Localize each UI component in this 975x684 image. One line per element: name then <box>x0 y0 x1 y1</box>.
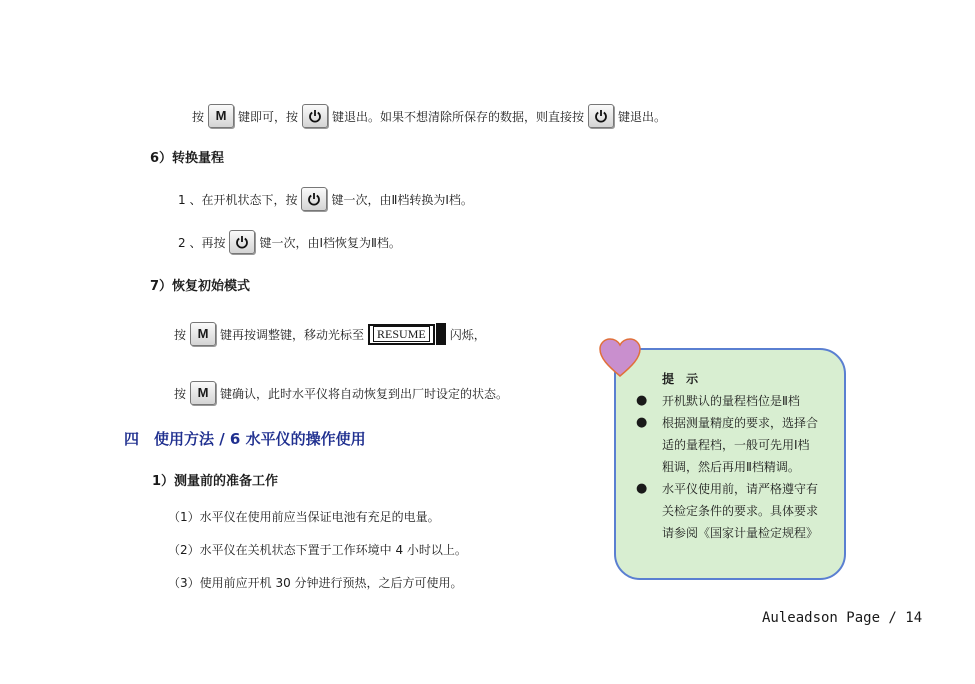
tip-list <box>636 390 842 544</box>
tip-item <box>636 390 842 412</box>
power-icon <box>235 235 249 249</box>
text: 键再按调整键，移动光标至 <box>220 327 365 342</box>
text: 键一次，由Ⅱ档转换为Ⅰ档。 <box>331 192 473 207</box>
resume-label: RESUME <box>373 326 430 342</box>
bullet-icon: ● <box>636 393 648 408</box>
prep-item: （1）水平仪在使用前应当保证电池有充足的电量。 <box>168 510 440 524</box>
power-icon <box>307 192 321 206</box>
text: 按 <box>174 327 187 342</box>
page-footer: Auleadson Page / 14 <box>762 610 923 626</box>
text: 闪烁， <box>449 327 486 342</box>
prep-item: （2）水平仪在关机状态下置于工作环境中 4 小时以上。 <box>168 543 467 557</box>
tip-text: 水平仪使用前，请严格遵守有 <box>662 482 819 496</box>
bullet-icon: ● <box>636 481 648 496</box>
m-key: M <box>190 381 216 405</box>
tip-text: 根据测量精度的要求，选择合 <box>662 416 819 430</box>
text: 键退出。 <box>618 109 667 124</box>
restore-step-1 <box>174 322 486 346</box>
text: 1 、在开机状态下，按 <box>178 192 298 207</box>
text: 2 、再按 <box>178 235 226 250</box>
power-key <box>229 230 255 254</box>
text: 键即可，按 <box>238 109 299 124</box>
power-icon <box>594 109 608 123</box>
heading-switch-range: 6）转换量程 <box>150 151 225 166</box>
m-key: M <box>208 104 234 128</box>
text: 键退出。如果不想清除所保存的数据，则直接按 <box>332 109 585 124</box>
prep-item: （3）使用前应开机 30 分钟进行预热，之后方可使用。 <box>168 576 463 590</box>
switch-range-step-1 <box>178 187 473 211</box>
text: 键确认，此时水平仪将自动恢复到出厂时设定的状态。 <box>220 386 509 401</box>
tip-box <box>614 348 846 580</box>
instruction-exit-line <box>192 104 666 128</box>
heart-icon <box>598 338 642 378</box>
heading-preparation: 1）测量前的准备工作 <box>152 474 279 489</box>
power-key <box>588 104 614 128</box>
power-key <box>301 187 327 211</box>
text: 键一次，由Ⅰ档恢复为Ⅱ档。 <box>259 235 401 250</box>
m-key: M <box>190 322 216 346</box>
tip-text: 适的量程档，一般可先用Ⅰ档 <box>662 438 810 452</box>
tip-text: 请参阅《国家计量检定规程》 <box>662 526 819 540</box>
tip-item-cont <box>636 434 842 456</box>
tip-text: 粗调，然后再用Ⅱ档精调。 <box>662 460 800 474</box>
tip-item-cont <box>636 500 842 522</box>
text: 按 <box>192 109 205 124</box>
resume-display <box>368 323 446 345</box>
tip-item <box>636 478 842 500</box>
tip-item-cont <box>636 522 842 544</box>
tip-item-cont <box>636 456 842 478</box>
tip-text: 关检定条件的要求。具体要求 <box>662 504 819 518</box>
tip-item <box>636 412 842 434</box>
power-icon <box>308 109 322 123</box>
switch-range-step-2 <box>178 230 401 254</box>
section-title: 四 使用方法 / 6 水平仪的操作使用 <box>124 430 366 448</box>
heading-restore-initial-mode: 7）恢复初始模式 <box>150 279 251 294</box>
restore-step-2 <box>174 381 508 405</box>
bullet-icon: ● <box>636 415 648 430</box>
tip-title: 提 示 <box>662 372 703 386</box>
power-key <box>302 104 328 128</box>
tip-text: 开机默认的量程档位是Ⅱ档 <box>662 394 800 408</box>
text: 按 <box>174 386 187 401</box>
